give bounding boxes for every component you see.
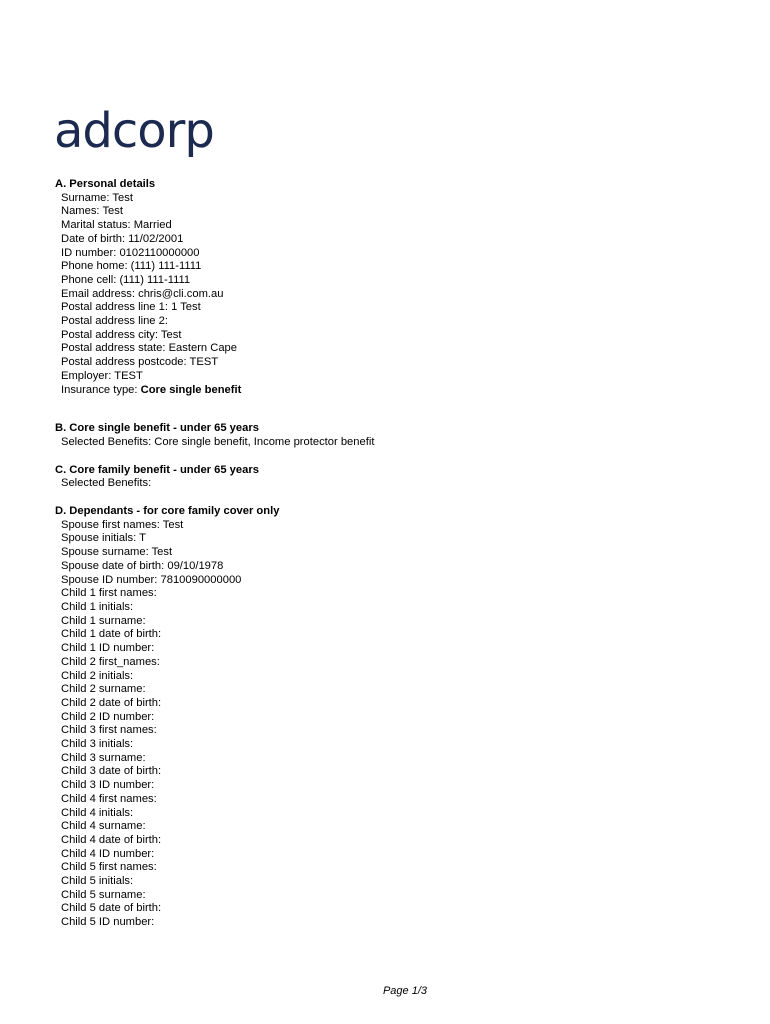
field-postal-postcode: Postal address postcode: TEST [61,356,219,369]
section-title: B. Core single benefit - under 65 years [55,422,259,435]
field-insurance-type [61,384,735,398]
dependant-field: Child 2 initials: [61,669,134,682]
dependant-field: Child 3 initials: [61,738,134,751]
section-dependants [55,505,735,930]
dependant-field: Child 1 date of birth: [61,628,162,641]
field-postal-line-2: Postal address line 2: [61,315,168,328]
insurance-type-value: Core single benefit [140,383,242,396]
section-personal-details [55,178,735,397]
page-footer [0,985,770,997]
dependant-field: Child 3 date of birth: [61,765,162,778]
dependant-field: Spouse initials: T [61,532,146,545]
dependant-field: Child 5 initials: [61,875,134,888]
field-phone-cell: Phone cell: (111) 111-1111 [61,273,191,286]
dependant-field: Child 5 date of birth: [61,902,162,915]
insurance-type-label: Insurance type: [61,383,141,396]
field-selected-benefits: Selected Benefits: Core single benefit, Income protector benefit [61,435,375,448]
dependant-field: Child 4 initials: [61,806,134,819]
section-title: C. Core family benefit - under 65 years [55,463,259,476]
field-date-of-birth: Date of birth: 11/02/2001 [61,232,184,245]
page-number: Page 1/3 [382,985,428,997]
adcorp-logo [54,105,254,157]
dependant-field: Child 5 first names: [61,861,157,874]
field-email: Email address: chris@cli.com.au [61,287,224,300]
dependant-field: Child 4 first names: [61,792,157,805]
dependant-field: Child 2 ID number: [61,710,155,723]
field-selected-benefits: Selected Benefits: [61,477,152,490]
field-postal-city: Postal address city: Test [61,328,182,341]
field-id-number: ID number: 0102110000000 [61,246,200,259]
dependant-field: Spouse surname: Test [61,546,173,559]
field-marital-status: Marital status: Married [61,219,172,232]
form-content [55,178,735,930]
section-title: A. Personal details [55,178,156,190]
dependant-field: Child 1 surname: [61,614,146,627]
field-phone-home: Phone home: (111) 111-1111 [61,260,202,273]
field-surname: Surname: Test [61,191,133,204]
dependant-field: Child 1 ID number: [61,642,155,655]
section-title: D. Dependants - for core family cover only [55,505,280,518]
logo-wordmark: adcorp [54,103,214,159]
dependant-field: Child 1 initials: [61,600,134,613]
field-employer: Employer: TEST [61,369,143,382]
dependant-field: Child 2 first_names: [61,655,160,668]
dependant-field: Spouse date of birth: 09/10/1978 [61,559,224,572]
dependant-field: Spouse ID number: 7810090000000 [61,573,242,586]
dependant-field: Child 3 first names: [61,724,157,737]
dependant-field: Child 2 date of birth: [61,696,162,709]
dependant-field: Child 5 ID number: [61,916,155,929]
section-core-family-benefit [55,464,735,491]
dependant-field: Child 4 date of birth: [61,833,162,846]
dependant-field: Child 4 surname: [61,820,146,833]
dependant-field: Child 3 ID number: [61,779,155,792]
field-postal-line-1: Postal address line 1: 1 Test [61,301,201,314]
dependant-field: Child 1 first names: [61,587,157,600]
section-core-single-benefit [55,422,735,449]
field-postal-state: Postal address state: Eastern Cape [61,342,237,355]
dependant-field: Child 2 surname: [61,683,146,696]
dependant-field: Spouse first names: Test [61,518,184,531]
dependant-field: Child 4 ID number: [61,847,155,860]
field-names: Names: Test [61,205,123,218]
dependant-field: Child 3 surname: [61,751,146,764]
dependant-field: Child 5 surname: [61,888,146,901]
